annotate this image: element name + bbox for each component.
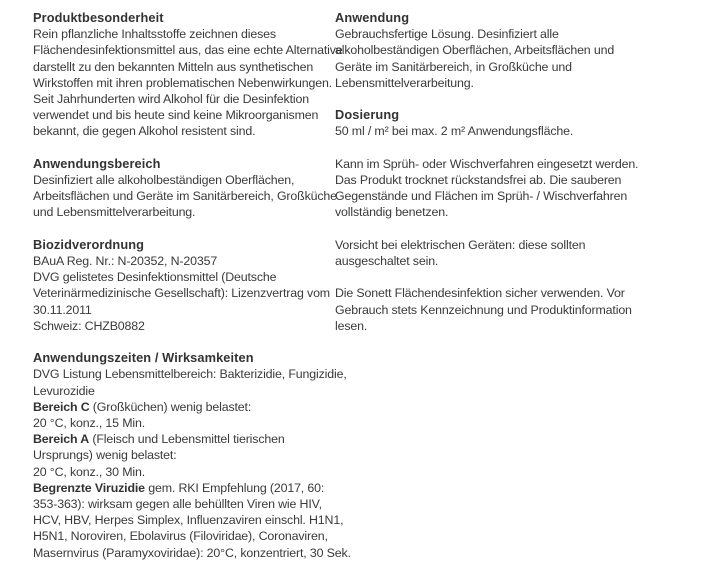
- text-line: Rein pflanzliche Inhaltsstoffe zeichnen dieses: [33, 27, 276, 42]
- section-anwendungszeiten: [33, 350, 351, 561]
- text-line: Desinfiziert alle alkoholbeständigen Oberflächen,: [33, 173, 295, 188]
- text-line: Die Sonett Flächendesinfektion sicher verwenden. Vor: [335, 286, 625, 301]
- viruzidie-label: Begrenzte Viruzidie: [33, 480, 145, 495]
- section-vorsicht: [335, 237, 635, 269]
- text-line: Levurozidie: [33, 383, 95, 398]
- text-line: Geräte im Sanitärbereich, in Großküche und: [335, 59, 572, 74]
- section-anwendung: [335, 10, 635, 91]
- text-line: Masernvirus (Paramyxoviridae): 20°C, konzentriert, 30 Sek.: [33, 545, 351, 560]
- text-line: lesen.: [335, 318, 368, 333]
- anwendungszeiten-text: [33, 366, 351, 560]
- heading-produktbesonderheit: Produktbesonderheit: [33, 10, 164, 25]
- vorsicht-text: [335, 237, 635, 269]
- dosierung-text: [335, 123, 635, 139]
- left-column: [33, 10, 351, 577]
- bereich-c-desc: (Großküchen) wenig belastet:: [89, 399, 252, 414]
- section-dosierung: [335, 107, 635, 139]
- text-line: 50 ml / m² bei max. 2 m² Anwendungsfläche.: [335, 124, 574, 139]
- text-line: Kann im Sprüh- oder Wischverfahren eingesetzt werden.: [335, 156, 639, 171]
- text-line: 353-363): wirksam gegen alle behüllten Viren wie HIV,: [33, 497, 322, 512]
- bereich-a-label: Bereich A: [33, 432, 90, 447]
- section-anwendungsbereich: [33, 155, 337, 221]
- heading-anwendungsbereich: Anwendungsbereich: [33, 155, 161, 171]
- text-line: Schweiz: CHZB0882: [33, 318, 145, 333]
- heading-anwendungszeiten: Anwendungszeiten / Wirksamkeiten: [33, 350, 254, 366]
- text-line: Arbeitsflächen und Geräte im Sanitärbereich, Großküche: [33, 189, 337, 204]
- text-line: und Lebensmittelverarbeitung.: [33, 205, 196, 220]
- section-verfahren: [335, 156, 639, 221]
- text-line: Vorsicht bei elektrischen Geräten: diese sollten: [335, 237, 586, 252]
- right-column: [335, 10, 639, 350]
- bereich-c-label: Bereich C: [33, 399, 90, 414]
- text-line: Seit Jahrhunderten wird Alkohol für die Desinfektion: [33, 92, 309, 107]
- biozidverordnung-text: [33, 253, 333, 334]
- heading-dosierung: Dosierung: [335, 107, 400, 123]
- anwendungsbereich-text: [33, 172, 337, 221]
- heading-biozidverordnung: Biozidverordnung: [33, 236, 145, 252]
- text-line: ausgeschaltet sein.: [335, 254, 439, 268]
- section-biozidverordnung: [33, 237, 333, 334]
- hinweis-text: [335, 285, 635, 334]
- text-line: H5N1, Noroviren, Ebolavirus (Filoviridae), Coronaviren,: [33, 529, 328, 544]
- section-hinweis: [335, 285, 635, 334]
- text-line: Gebrauch stets Kennzeichnung und Produktinformation: [335, 302, 632, 317]
- text-line: Gegenstände und Flächen im Sprüh- / Wischverfahren: [335, 189, 628, 204]
- text-line: verwendet und bis heute sind keine Mikroorganismen: [33, 108, 319, 123]
- text-line: DVG gelistetes Desinfektionsmittel (Deutsche: [33, 270, 277, 285]
- text-line: alkoholbeständigen Oberflächen, Arbeitsflächen und: [335, 43, 615, 58]
- bereich-a-value: 20 °C, konz., 30 Min.: [33, 464, 145, 479]
- text-line: Gebrauchsfertige Lösung. Desinfiziert alle: [335, 27, 559, 42]
- text-line: 30.11.2011: [33, 302, 92, 317]
- bereich-c-value: 20 °C, konz., 15 Min.: [33, 416, 145, 431]
- text-line: vollständig benetzen.: [335, 205, 449, 220]
- verfahren-text: [335, 156, 639, 221]
- text-line: Veterinärmedizinische Gesellschaft): Lizenzvertrag vom: [33, 286, 330, 301]
- text-line: HCV, HBV, Herpes Simplex, Influenzaviren einschl. H1N1,: [33, 513, 344, 528]
- text-line: Flächendesinfektionsmittel aus, das eine echte Alternative: [33, 43, 343, 58]
- bereich-a-desc: (Fleisch und Lebensmittel tierischen: [89, 432, 285, 447]
- viruzidie-desc: gem. RKI Empfehlung (2017, 60:: [144, 480, 325, 495]
- bereich-a-desc-cont: Ursprungs) wenig belastet:: [33, 448, 177, 463]
- text-line: Wirkstoffen mit ihren problematischen Nebenwirkungen.: [33, 75, 332, 90]
- heading-anwendung: Anwendung: [335, 10, 410, 25]
- text-line: bekannt, die gegen Alkohol resistent sind.: [33, 124, 256, 139]
- text-line: Lebensmittelverarbeitung.: [335, 75, 474, 90]
- bereich-a-line: [33, 431, 333, 447]
- text-line: BAuA Reg. Nr.: N-20352, N-20357: [33, 254, 218, 269]
- anwendung-text: [335, 26, 635, 91]
- text-line: darstellt zu den bekannten Mitteln aus synthetischen: [33, 59, 314, 74]
- produktbesonderheit-text: [33, 26, 343, 139]
- section-produktbesonderheit: [33, 10, 343, 140]
- bereich-c-line: [33, 399, 333, 415]
- text-line: DVG Listung Lebensmittelbereich: Bakterizidie, Fungizidie,: [33, 367, 347, 382]
- text-line: Das Produkt trocknet rückstandsfrei ab. Die sauberen: [335, 173, 622, 187]
- viruzidie-line: [33, 480, 333, 496]
